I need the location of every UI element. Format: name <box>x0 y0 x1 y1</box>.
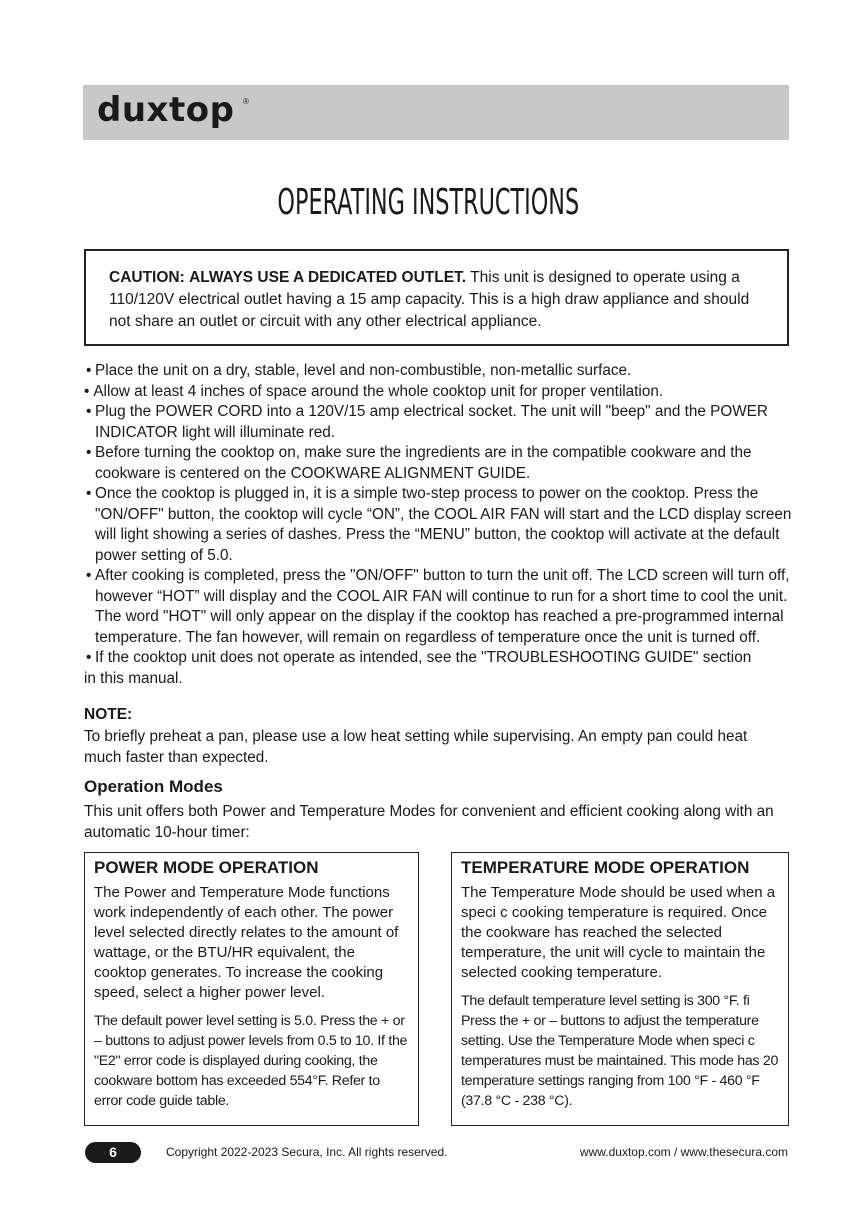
temperature-mode-title: TEMPERATURE MODE OPERATION <box>461 858 750 877</box>
list-item-text: If the cooktop unit does not operate as intended, see the "TROUBLESHOOTING GUIDE" section <box>95 649 752 666</box>
bullet-icon: • <box>86 649 92 666</box>
power-mode-box <box>84 852 419 1126</box>
list-item <box>84 402 794 443</box>
list-item <box>84 566 794 648</box>
header-band <box>83 85 789 140</box>
list-item-text: After cooking is completed, press the "ON/OFF" button to turn the unit off. The LCD screen will turn off, however “HOT” will display and the COOL AIR FAN will continue to run for a short time to cool the unit. The word "HOT" will only appear on the display if the cooktop has reached a pre-programmed internal temperature. The fan however, will remain on regardless of temperature once the unit is turned off. <box>95 567 790 646</box>
list-item <box>84 443 794 484</box>
caution-box <box>84 249 789 346</box>
operation-modes-heading: Operation Modes <box>84 777 223 796</box>
list-item-text: Once the cooktop is plugged in, it is a simple two-step process to power on the cooktop. Press the "ON/OFF" button, the cooktop will cycle “ON”, the COOL AIR FAN will start and the LCD display screen will light showing a series of dashes. Press the “MENU” button, the cooktop will activate at the default power setting of 5.0. <box>95 485 792 564</box>
list-item-text: Allow at least 4 inches of space around the whole cooktop unit for proper ventilation. <box>93 382 664 400</box>
list-item <box>84 484 794 566</box>
power-mode-title: POWER MODE OPERATION <box>94 858 319 877</box>
bullet-icon: • <box>86 403 92 420</box>
footer-urls: www.duxtop.com / www.thesecura.com <box>579 1145 788 1159</box>
list-item-continuation: in this manual. <box>84 669 183 687</box>
note-heading: NOTE: <box>84 706 133 723</box>
temperature-mode-box <box>451 852 789 1126</box>
bullet-icon: • <box>84 382 90 400</box>
caution-strong-text: ALWAYS USE A DEDICATED OUTLET. <box>189 269 467 286</box>
list-item-text: Before turning the cooktop on, make sure the ingredients are in the compatible cookware and the cookware is centered on the COOKWARE ALIGNMENT GUIDE. <box>95 444 752 482</box>
bullet-icon: • <box>86 485 92 502</box>
note-text: To briefly preheat a pan, please use a low heat setting while supervising. An empty pan could heat much faster than expected. <box>84 728 748 766</box>
bullet-icon: • <box>86 567 92 584</box>
bullet-icon: • <box>86 362 92 379</box>
temperature-mode-description: The Temperature Mode should be used when a speci c cooking temperature is required. Once the cookware has reached the selected temperature, the unit will cycle to maintain the selected cooking temperature. <box>461 884 776 981</box>
caution-text: This unit is designed to operate using a 110/120V electrical outlet having a 15 amp capacity. This is a high draw appliance and should not share an outlet or circuit with any other electrical appliance. <box>109 269 750 330</box>
operation-modes-intro: This unit offers both Power and Temperature Modes for convenient and efficient cooking along with an automatic 10-hour timer: <box>84 803 774 841</box>
power-mode-details: The default power level setting is 5.0. Press the + or – buttons to adjust power levels from 0.5 to 10. If the "E2" error code is displayed during cooking, the cookware bottom has exceeded 554°F. Refer to error code guide table. <box>94 1013 408 1109</box>
page-title: OPERATING INSTRUCTIONS <box>277 182 580 223</box>
list-item <box>84 648 794 669</box>
power-mode-description: The Power and Temperature Mode functions work independently of each other. The power level selected directly relates to the amount of wattage, or the BTU/HR equivalent, the cooktop generates. To increase the cooking speed, select a higher power level. <box>94 884 399 1001</box>
list-item-text: Plug the POWER CORD into a 120V/15 amp electrical socket. The unit will "beep" and the POWER INDICATOR light will illuminate red. <box>95 403 768 441</box>
list-item <box>84 382 794 403</box>
copyright-text: Copyright 2022-2023 Secura, Inc. All rights reserved. <box>166 1145 448 1159</box>
instruction-list <box>84 361 794 689</box>
temperature-mode-details: The default temperature level setting is 300 °F. fi Press the + or – buttons to adjust the temperature setting. Use the Temperature Mode when speci c temperatures must be maintained. This mode has 20 temperature settings ranging from 100 °F - 460 °F (37.8 °C - 238 °C). <box>461 993 779 1109</box>
bullet-icon: • <box>86 444 92 461</box>
brand-logo: duxtop <box>97 90 235 130</box>
registered-mark: ® <box>243 97 249 106</box>
list-item <box>84 361 794 382</box>
page-number-badge: 6 <box>85 1142 141 1163</box>
caution-label: CAUTION: <box>109 269 185 286</box>
list-item-text: Place the unit on a dry, stable, level and non-combustible, non-metallic surface. <box>95 362 632 379</box>
